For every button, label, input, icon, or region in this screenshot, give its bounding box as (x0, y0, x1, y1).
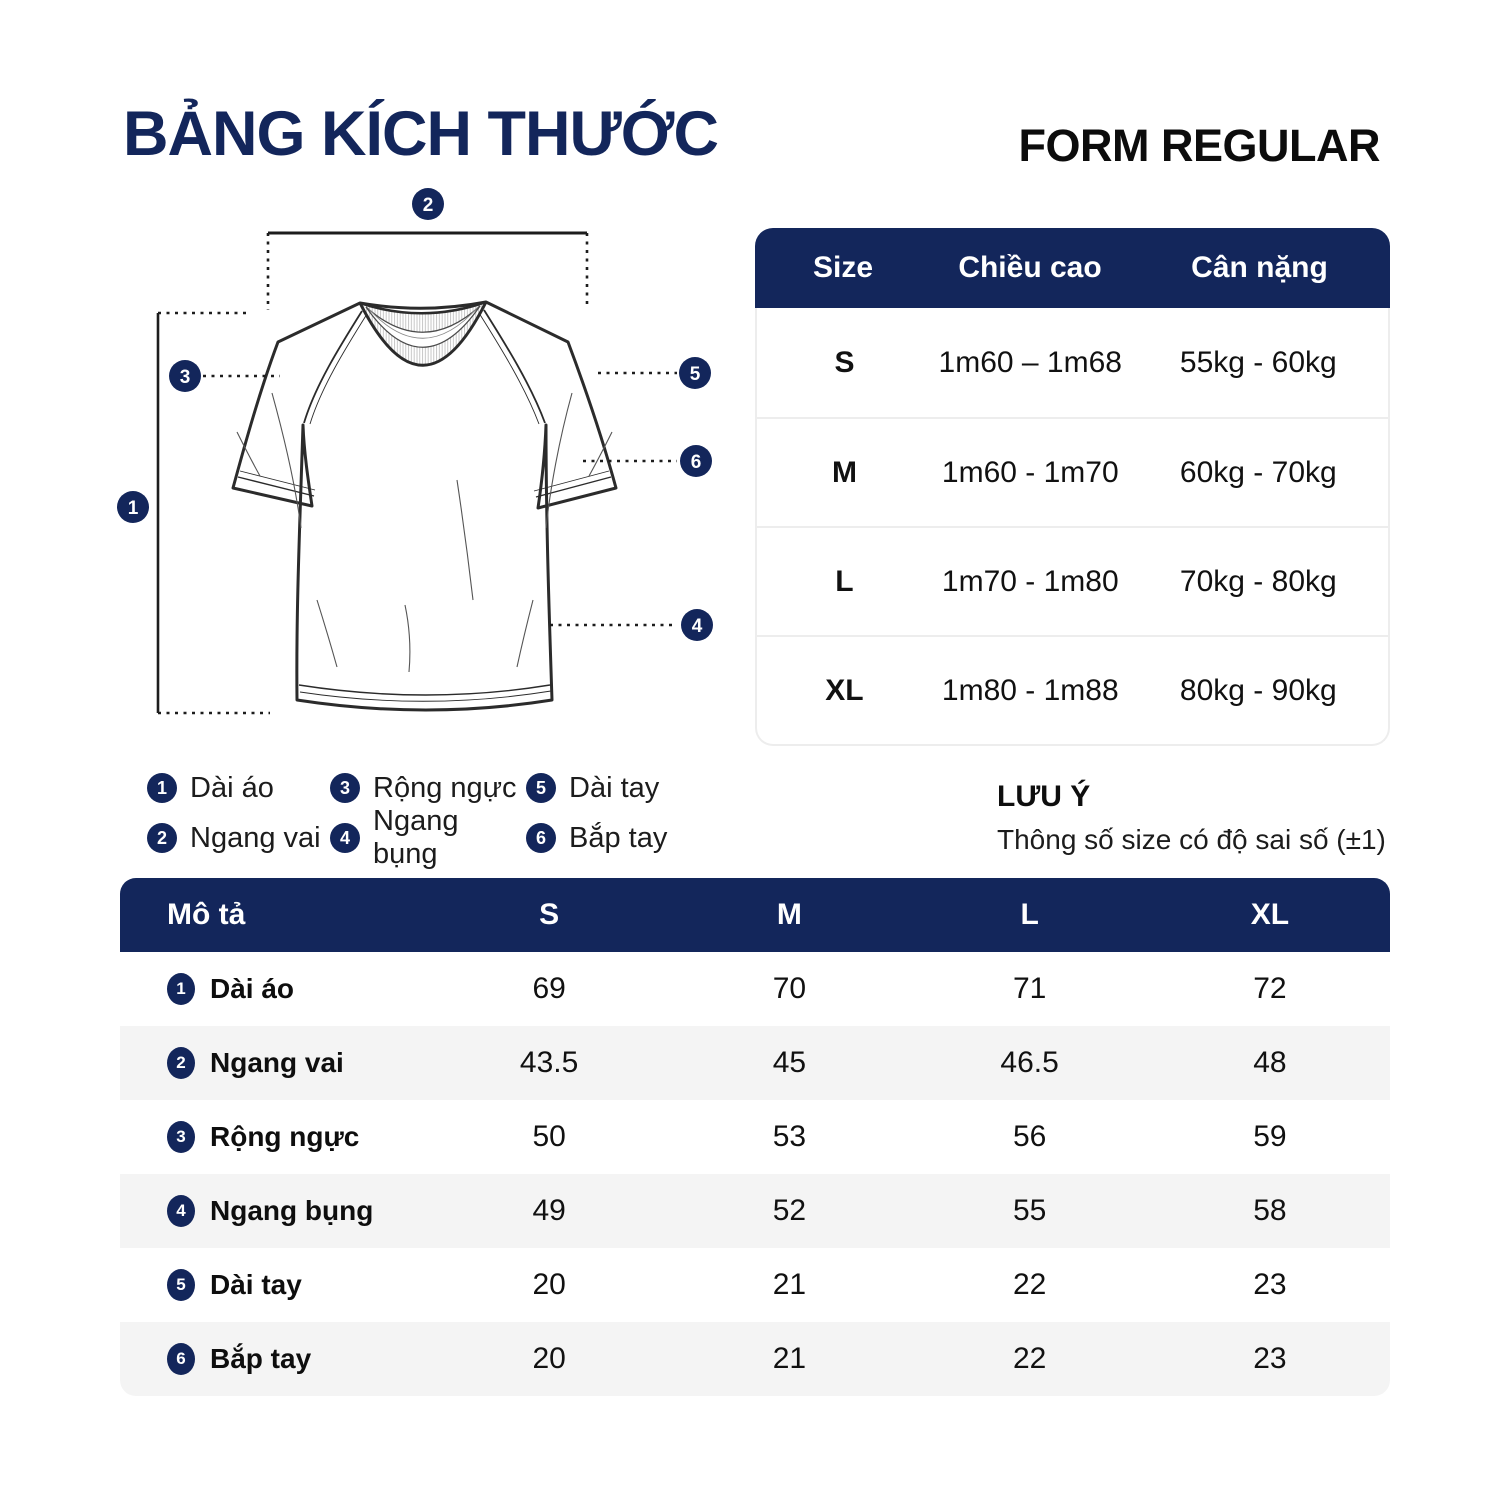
value-s: 20 (532, 1342, 566, 1375)
callout-3-number: 3 (179, 367, 191, 388)
table-row (120, 1100, 1390, 1174)
row-number-badge: 1 (167, 973, 195, 1005)
value-m: 53 (772, 1120, 807, 1153)
value-s: 50 (532, 1120, 566, 1153)
callout-4-number: 4 (691, 616, 703, 637)
value-s: 20 (532, 1268, 566, 1301)
callout-1-number: 1 (127, 498, 139, 519)
legend-number-badge: 2 (147, 823, 177, 853)
row-label-text: Bắp tay (210, 1343, 312, 1374)
note-block (997, 780, 1386, 856)
size-table-header-size: Size (812, 251, 874, 284)
table-row (120, 1322, 1390, 1396)
legend-number-badge: 6 (526, 823, 556, 853)
measurement-legend (147, 763, 668, 870)
value-xl: 59 (1253, 1120, 1287, 1153)
legend-label: Dài tay (569, 771, 660, 804)
row-label (120, 1047, 429, 1079)
legend-number-badge: 3 (330, 773, 360, 803)
row-label (120, 1269, 429, 1301)
size-cell: M (831, 455, 857, 489)
legend-label: Ngang bụng (373, 805, 459, 870)
size-cell: XL (825, 673, 864, 707)
legend-label: Rộng ngực (373, 771, 517, 804)
table-row (757, 417, 1388, 526)
form-regular-label: FORM REGULAR (1018, 120, 1380, 171)
measurement-table-header (120, 878, 1390, 952)
size-table-body (755, 308, 1390, 746)
value-l: 71 (1012, 972, 1047, 1005)
row-label-text: Ngang vai (210, 1047, 344, 1078)
value-s: 69 (532, 972, 566, 1005)
value-xl: 23 (1253, 1268, 1287, 1301)
value-l: 46.5 (1000, 1046, 1059, 1079)
legend-item (526, 822, 667, 855)
table-row (757, 308, 1388, 417)
note-title: LƯU Ý (997, 780, 1091, 813)
legend-number-badge: 5 (526, 773, 556, 803)
legend-label: Dài áo (190, 771, 274, 804)
row-label (120, 1343, 429, 1375)
row-number-badge: 6 (167, 1343, 195, 1375)
legend-item (526, 772, 667, 805)
table-row (120, 1026, 1390, 1100)
table-row (120, 1248, 1390, 1322)
callout-2-number: 2 (422, 195, 434, 216)
row-label (120, 973, 429, 1005)
legend-label: Bắp tay (569, 821, 668, 854)
value-xl: 58 (1253, 1194, 1287, 1227)
size-table-header (755, 228, 1390, 308)
header-description: Mô tả (167, 898, 246, 931)
value-m: 52 (772, 1194, 807, 1227)
legend-item (147, 822, 330, 855)
legend-label: Ngang vai (190, 821, 321, 854)
value-m: 70 (772, 972, 807, 1005)
weight-cell: 55kg - 60kg (1179, 345, 1337, 379)
size-recommendation-table (755, 228, 1390, 746)
value-l: 22 (1012, 1268, 1047, 1301)
height-cell: 1m80 - 1m88 (941, 673, 1119, 707)
row-label-text: Ngang bụng (210, 1195, 374, 1226)
legend-number-badge: 4 (330, 823, 360, 853)
table-row (120, 952, 1390, 1026)
row-label (120, 1195, 429, 1227)
value-l: 56 (1012, 1120, 1047, 1153)
row-number-badge: 2 (167, 1047, 195, 1079)
row-label-text: Dài áo (210, 973, 295, 1004)
legend-item (147, 772, 330, 805)
tshirt-drawing (233, 302, 616, 710)
value-s: 49 (532, 1194, 566, 1227)
callout-6-number: 6 (690, 452, 702, 473)
value-xl: 72 (1253, 972, 1287, 1005)
row-label-text: Rộng ngực (210, 1121, 360, 1152)
measurement-table (120, 878, 1390, 1396)
callout-5-number: 5 (689, 364, 701, 385)
row-label (120, 1121, 429, 1153)
value-m: 21 (772, 1342, 807, 1375)
legend-item (330, 805, 526, 871)
value-s: 43.5 (519, 1046, 579, 1079)
value-m: 21 (772, 1268, 807, 1301)
table-row (120, 1174, 1390, 1248)
row-number-badge: 3 (167, 1121, 195, 1153)
value-l: 55 (1012, 1194, 1047, 1227)
size-table-header-height: Chiều cao (958, 251, 1102, 284)
value-xl: 23 (1253, 1342, 1287, 1375)
size-cell: S (834, 345, 855, 379)
value-m: 45 (772, 1046, 807, 1079)
height-cell: 1m60 – 1m68 (938, 345, 1122, 379)
weight-cell: 80kg - 90kg (1179, 673, 1337, 707)
height-cell: 1m60 - 1m70 (941, 455, 1119, 489)
header-size-xl: XL (1250, 898, 1290, 931)
size-table-header-weight: Cân nặng (1191, 251, 1328, 284)
table-row (757, 526, 1388, 635)
weight-cell: 70kg - 80kg (1179, 564, 1337, 598)
tshirt-measurement-diagram (100, 180, 740, 760)
size-cell: L (835, 564, 854, 598)
page-title: BẢNG KÍCH THƯỚC (123, 99, 718, 169)
header-size-s: S (539, 898, 560, 931)
row-number-badge: 4 (167, 1195, 195, 1227)
value-l: 22 (1012, 1342, 1047, 1375)
height-cell: 1m70 - 1m80 (941, 564, 1119, 598)
row-label-text: Dài tay (210, 1269, 302, 1300)
legend-item (330, 772, 526, 805)
weight-cell: 60kg - 70kg (1179, 455, 1337, 489)
table-row (757, 635, 1388, 744)
row-number-badge: 5 (167, 1269, 195, 1301)
value-xl: 48 (1253, 1046, 1287, 1079)
note-text: Thông số size có độ sai số (±1) (997, 824, 1386, 855)
header-size-m: M (776, 898, 802, 931)
legend-number-badge: 1 (147, 773, 177, 803)
header-size-l: L (1020, 898, 1039, 931)
